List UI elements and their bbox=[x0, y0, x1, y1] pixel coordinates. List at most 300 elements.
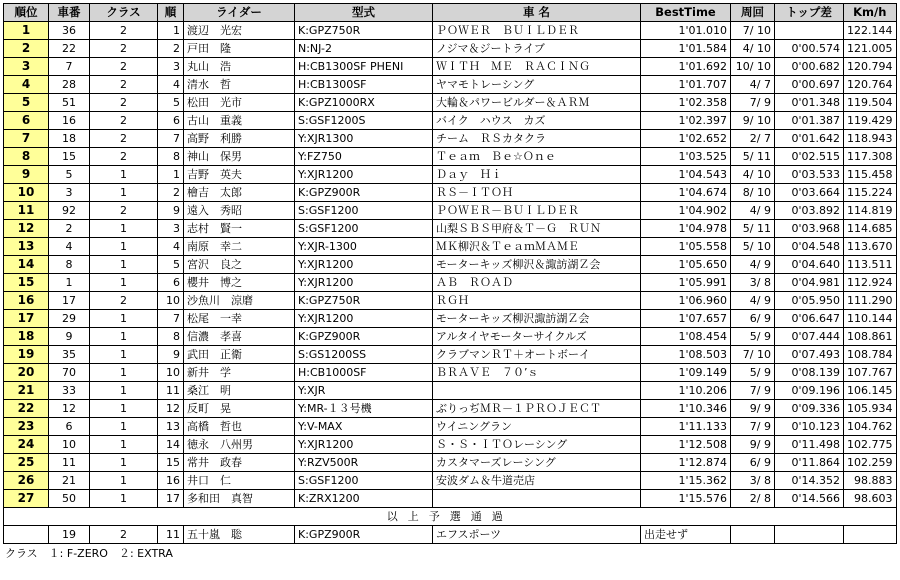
cell-position: 24 bbox=[4, 436, 49, 454]
cell-gap: 0'04.548 bbox=[775, 238, 844, 256]
cell-class: 1 bbox=[90, 364, 158, 382]
table-row bbox=[4, 292, 897, 310]
header-row bbox=[4, 4, 897, 22]
cell-car-number: 9 bbox=[49, 328, 90, 346]
cell-position: 17 bbox=[4, 310, 49, 328]
header-car-number: 車番 bbox=[49, 4, 90, 22]
table-row bbox=[4, 310, 897, 328]
qualified-banner-row bbox=[4, 508, 897, 526]
cell-gap: 0'01.642 bbox=[775, 130, 844, 148]
cell-class: 2 bbox=[90, 148, 158, 166]
cell-class-order: 10 bbox=[158, 364, 184, 382]
cell-speed: 114.685 bbox=[844, 220, 897, 238]
cell-position: 3 bbox=[4, 58, 49, 76]
cell-rider: 吉野 英夫 bbox=[184, 166, 295, 184]
table-row bbox=[4, 364, 897, 382]
cell-class-order: 2 bbox=[158, 40, 184, 58]
table-row bbox=[4, 256, 897, 274]
cell-speed: 111.290 bbox=[844, 292, 897, 310]
cell-class: 2 bbox=[90, 40, 158, 58]
cell-lap: 2/ 8 bbox=[731, 490, 775, 508]
cell-best-time: 1'01.010 bbox=[641, 22, 731, 40]
cell-rider: 古山 重義 bbox=[184, 112, 295, 130]
cell-team: ＲＳ－ＩＴＯＨ bbox=[433, 184, 641, 202]
cell-lap: 4/ 10 bbox=[731, 40, 775, 58]
cell-class-order: 14 bbox=[158, 436, 184, 454]
table-row bbox=[4, 418, 897, 436]
cell-team: 安波ダム＆牛道売店 bbox=[433, 472, 641, 490]
cell-position: 6 bbox=[4, 112, 49, 130]
cell-team: ウイニングラン bbox=[433, 418, 641, 436]
cell-model: Y:MR-１３号機 bbox=[295, 400, 433, 418]
cell-team: ＰＯＷＥＲ－ＢＵＩＬＤＥＲ bbox=[433, 202, 641, 220]
table-row bbox=[4, 274, 897, 292]
cell-rider: 井口 仁 bbox=[184, 472, 295, 490]
cell-speed: 105.934 bbox=[844, 400, 897, 418]
cell-speed: 113.511 bbox=[844, 256, 897, 274]
cell-model: K:GPZ750R bbox=[295, 22, 433, 40]
cell-best-time: 1'07.657 bbox=[641, 310, 731, 328]
cell-gap: 0'03.892 bbox=[775, 202, 844, 220]
cell-team: モーターキッズ柳沢諏訪湖Ｚ会 bbox=[433, 310, 641, 328]
cell-team: チーム ＲＳカタクラ bbox=[433, 130, 641, 148]
cell-class: 1 bbox=[90, 256, 158, 274]
cell-speed: 110.144 bbox=[844, 310, 897, 328]
cell-best-time: 1'08.454 bbox=[641, 328, 731, 346]
cell-lap: 5/ 11 bbox=[731, 220, 775, 238]
cell-team: ＲＧＨ bbox=[433, 292, 641, 310]
cell-speed: 102.775 bbox=[844, 436, 897, 454]
cell-car-number: 21 bbox=[49, 472, 90, 490]
cell-class: 1 bbox=[90, 310, 158, 328]
cell-team: カスタマーズレーシング bbox=[433, 454, 641, 472]
cell-class: 1 bbox=[90, 472, 158, 490]
cell-speed: 98.603 bbox=[844, 490, 897, 508]
dns-position bbox=[4, 526, 49, 544]
cell-speed: 112.924 bbox=[844, 274, 897, 292]
cell-class-order: 8 bbox=[158, 148, 184, 166]
cell-class: 1 bbox=[90, 166, 158, 184]
table-row bbox=[4, 148, 897, 166]
cell-speed: 122.144 bbox=[844, 22, 897, 40]
cell-class: 1 bbox=[90, 436, 158, 454]
cell-class-order: 1 bbox=[158, 166, 184, 184]
cell-model: H:CB1000SF bbox=[295, 364, 433, 382]
cell-class-order: 6 bbox=[158, 112, 184, 130]
cell-class-order: 7 bbox=[158, 130, 184, 148]
cell-rider: 信濃 孝喜 bbox=[184, 328, 295, 346]
cell-rider: 反町 晃 bbox=[184, 400, 295, 418]
cell-gap: 0'11.864 bbox=[775, 454, 844, 472]
header-class-order: 順 bbox=[158, 4, 184, 22]
cell-position: 27 bbox=[4, 490, 49, 508]
cell-best-time: 1'08.503 bbox=[641, 346, 731, 364]
cell-best-time: 1'10.206 bbox=[641, 382, 731, 400]
cell-lap: 6/ 9 bbox=[731, 454, 775, 472]
cell-team: クラブマンＲＴ＋オートボーイ bbox=[433, 346, 641, 364]
cell-rider: 志村 賢一 bbox=[184, 220, 295, 238]
cell-gap: 0'00.682 bbox=[775, 58, 844, 76]
cell-model: S:GS1200SS bbox=[295, 346, 433, 364]
cell-model: Y:XJR1200 bbox=[295, 274, 433, 292]
cell-speed: 107.767 bbox=[844, 364, 897, 382]
cell-position: 7 bbox=[4, 130, 49, 148]
cell-lap: 8/ 10 bbox=[731, 184, 775, 202]
cell-model: Y:V-MAX bbox=[295, 418, 433, 436]
cell-class-order: 16 bbox=[158, 472, 184, 490]
cell-gap: 0'01.387 bbox=[775, 112, 844, 130]
cell-class: 2 bbox=[90, 22, 158, 40]
cell-position: 11 bbox=[4, 202, 49, 220]
cell-class: 1 bbox=[90, 490, 158, 508]
cell-team: ＢＲＡＶＥ ７０’ｓ bbox=[433, 364, 641, 382]
cell-class-order: 7 bbox=[158, 310, 184, 328]
dns-gap bbox=[775, 526, 844, 544]
cell-best-time: 1'05.650 bbox=[641, 256, 731, 274]
cell-rider: 沙魚川 涼磨 bbox=[184, 292, 295, 310]
cell-best-time: 1'04.674 bbox=[641, 184, 731, 202]
cell-team: ぶりっぢＭＲ－１ＰＲＯＪＥＣＴ bbox=[433, 400, 641, 418]
cell-best-time: 1'01.584 bbox=[641, 40, 731, 58]
cell-class-order: 10 bbox=[158, 292, 184, 310]
cell-class: 1 bbox=[90, 382, 158, 400]
table-row bbox=[4, 202, 897, 220]
cell-class: 1 bbox=[90, 328, 158, 346]
cell-class-order: 5 bbox=[158, 256, 184, 274]
cell-class-order: 4 bbox=[158, 238, 184, 256]
cell-model: Y:XJR1200 bbox=[295, 256, 433, 274]
qualified-banner: 以上予選通過 bbox=[4, 508, 897, 526]
cell-best-time: 1'03.525 bbox=[641, 148, 731, 166]
cell-car-number: 12 bbox=[49, 400, 90, 418]
cell-gap: 0'14.352 bbox=[775, 472, 844, 490]
dns-class-order: 11 bbox=[158, 526, 184, 544]
cell-speed: 115.224 bbox=[844, 184, 897, 202]
cell-class: 1 bbox=[90, 400, 158, 418]
cell-lap: 9/ 10 bbox=[731, 112, 775, 130]
cell-best-time: 1'11.133 bbox=[641, 418, 731, 436]
cell-rider: 丸山 浩 bbox=[184, 58, 295, 76]
cell-class-order: 6 bbox=[158, 274, 184, 292]
cell-position: 10 bbox=[4, 184, 49, 202]
cell-car-number: 11 bbox=[49, 454, 90, 472]
cell-best-time: 1'01.692 bbox=[641, 58, 731, 76]
table-row bbox=[4, 166, 897, 184]
cell-car-number: 33 bbox=[49, 382, 90, 400]
cell-class: 2 bbox=[90, 58, 158, 76]
cell-gap: 0'01.348 bbox=[775, 94, 844, 112]
cell-class-order: 15 bbox=[158, 454, 184, 472]
cell-best-time: 1'12.508 bbox=[641, 436, 731, 454]
table-row bbox=[4, 436, 897, 454]
cell-model: Y:XJR1200 bbox=[295, 310, 433, 328]
cell-gap: 0'04.981 bbox=[775, 274, 844, 292]
cell-gap: 0'00.574 bbox=[775, 40, 844, 58]
cell-best-time: 1'04.543 bbox=[641, 166, 731, 184]
cell-car-number: 8 bbox=[49, 256, 90, 274]
header-team: 車 名 bbox=[433, 4, 641, 22]
cell-rider: 松尾 一幸 bbox=[184, 310, 295, 328]
cell-lap: 5/ 9 bbox=[731, 364, 775, 382]
cell-lap: 4/ 9 bbox=[731, 292, 775, 310]
cell-car-number: 29 bbox=[49, 310, 90, 328]
cell-class-order: 13 bbox=[158, 418, 184, 436]
cell-gap: 0'05.950 bbox=[775, 292, 844, 310]
cell-rider: 多和田 真智 bbox=[184, 490, 295, 508]
cell-rider: 南原 幸二 bbox=[184, 238, 295, 256]
cell-car-number: 6 bbox=[49, 418, 90, 436]
cell-position: 25 bbox=[4, 454, 49, 472]
dns-team: エフスポーツ bbox=[433, 526, 641, 544]
cell-gap: 0'00.697 bbox=[775, 76, 844, 94]
cell-rider: 徳永 八州男 bbox=[184, 436, 295, 454]
table-row bbox=[4, 382, 897, 400]
cell-rider: 新井 学 bbox=[184, 364, 295, 382]
cell-position: 12 bbox=[4, 220, 49, 238]
cell-class: 1 bbox=[90, 184, 158, 202]
cell-class: 2 bbox=[90, 292, 158, 310]
cell-position: 20 bbox=[4, 364, 49, 382]
header-rider: ライダー bbox=[184, 4, 295, 22]
cell-position: 21 bbox=[4, 382, 49, 400]
cell-lap: 6/ 9 bbox=[731, 310, 775, 328]
cell-model: Y:XJR1200 bbox=[295, 166, 433, 184]
cell-car-number: 2 bbox=[49, 220, 90, 238]
cell-gap: 0'10.123 bbox=[775, 418, 844, 436]
cell-team: 山梨ＳＢＳ甲府＆Ｔ－Ｇ ＲＵＮ bbox=[433, 220, 641, 238]
cell-speed: 120.764 bbox=[844, 76, 897, 94]
cell-gap: 0'11.498 bbox=[775, 436, 844, 454]
cell-rider: 桑江 明 bbox=[184, 382, 295, 400]
cell-car-number: 35 bbox=[49, 346, 90, 364]
cell-position: 9 bbox=[4, 166, 49, 184]
cell-position: 5 bbox=[4, 94, 49, 112]
cell-gap: 0'08.139 bbox=[775, 364, 844, 382]
cell-speed: 106.145 bbox=[844, 382, 897, 400]
cell-speed: 117.308 bbox=[844, 148, 897, 166]
cell-position: 8 bbox=[4, 148, 49, 166]
cell-speed: 119.504 bbox=[844, 94, 897, 112]
cell-lap: 4/ 9 bbox=[731, 202, 775, 220]
cell-car-number: 1 bbox=[49, 274, 90, 292]
table-row bbox=[4, 220, 897, 238]
cell-model: H:CB1300SF PHENI bbox=[295, 58, 433, 76]
cell-speed: 108.861 bbox=[844, 328, 897, 346]
cell-model: Y:XJR1300 bbox=[295, 130, 433, 148]
cell-gap: 0'14.566 bbox=[775, 490, 844, 508]
cell-lap: 2/ 7 bbox=[731, 130, 775, 148]
cell-gap: 0'03.533 bbox=[775, 166, 844, 184]
cell-class: 1 bbox=[90, 238, 158, 256]
cell-team: ＰＯＷＥＲ ＢＵＩＬＤＥＲ bbox=[433, 22, 641, 40]
cell-position: 15 bbox=[4, 274, 49, 292]
cell-class: 2 bbox=[90, 94, 158, 112]
cell-rider: 神山 保男 bbox=[184, 148, 295, 166]
cell-lap: 7/ 10 bbox=[731, 346, 775, 364]
cell-car-number: 10 bbox=[49, 436, 90, 454]
cell-gap: 0'02.515 bbox=[775, 148, 844, 166]
cell-model: S:GSF1200S bbox=[295, 112, 433, 130]
cell-class: 1 bbox=[90, 274, 158, 292]
table-row bbox=[4, 130, 897, 148]
cell-team: ＭＫ柳沢＆ＴｅａｍＭＡＭＥ bbox=[433, 238, 641, 256]
cell-model: Y:RZV500R bbox=[295, 454, 433, 472]
cell-class: 2 bbox=[90, 130, 158, 148]
header-lap: 周回 bbox=[731, 4, 775, 22]
cell-best-time: 1'05.558 bbox=[641, 238, 731, 256]
cell-lap: 3/ 8 bbox=[731, 472, 775, 490]
cell-lap: 5/ 11 bbox=[731, 148, 775, 166]
cell-best-time: 1'02.652 bbox=[641, 130, 731, 148]
cell-rider: 高野 利勝 bbox=[184, 130, 295, 148]
cell-speed: 108.784 bbox=[844, 346, 897, 364]
cell-lap: 5/ 9 bbox=[731, 328, 775, 346]
header-model: 型式 bbox=[295, 4, 433, 22]
cell-model: K:GPZ1000RX bbox=[295, 94, 433, 112]
cell-best-time: 1'10.346 bbox=[641, 400, 731, 418]
dns-rider: 五十嵐 聡 bbox=[184, 526, 295, 544]
cell-team: ヤマモトレーシング bbox=[433, 76, 641, 94]
table-row bbox=[4, 328, 897, 346]
cell-lap: 9/ 9 bbox=[731, 436, 775, 454]
cell-car-number: 70 bbox=[49, 364, 90, 382]
cell-best-time: 1'05.991 bbox=[641, 274, 731, 292]
cell-car-number: 51 bbox=[49, 94, 90, 112]
cell-best-time: 1'01.707 bbox=[641, 76, 731, 94]
dns-status: 出走せず bbox=[641, 526, 731, 544]
cell-class: 2 bbox=[90, 202, 158, 220]
cell-model: K:ZRX1200 bbox=[295, 490, 433, 508]
cell-car-number: 7 bbox=[49, 58, 90, 76]
cell-model: K:GPZ900R bbox=[295, 184, 433, 202]
cell-lap: 7/ 9 bbox=[731, 94, 775, 112]
cell-position: 1 bbox=[4, 22, 49, 40]
cell-gap: 0'09.336 bbox=[775, 400, 844, 418]
table-row bbox=[4, 490, 897, 508]
cell-rider: 武田 正衛 bbox=[184, 346, 295, 364]
cell-speed: 115.458 bbox=[844, 166, 897, 184]
cell-gap: 0'03.664 bbox=[775, 184, 844, 202]
cell-position: 4 bbox=[4, 76, 49, 94]
cell-rider: 宮沢 良之 bbox=[184, 256, 295, 274]
cell-gap: 0'04.640 bbox=[775, 256, 844, 274]
table-row bbox=[4, 238, 897, 256]
table-row bbox=[4, 58, 897, 76]
did-not-start-row bbox=[4, 526, 897, 544]
table-row bbox=[4, 400, 897, 418]
cell-model: K:GPZ900R bbox=[295, 328, 433, 346]
cell-lap: 9/ 9 bbox=[731, 400, 775, 418]
cell-car-number: 3 bbox=[49, 184, 90, 202]
cell-car-number: 28 bbox=[49, 76, 90, 94]
cell-gap: 0'09.196 bbox=[775, 382, 844, 400]
cell-class-order: 12 bbox=[158, 400, 184, 418]
table-row bbox=[4, 346, 897, 364]
cell-class: 1 bbox=[90, 454, 158, 472]
cell-rider: 戸田 隆 bbox=[184, 40, 295, 58]
cell-rider: 松田 光市 bbox=[184, 94, 295, 112]
cell-model: S:GSF1200 bbox=[295, 472, 433, 490]
cell-speed: 114.819 bbox=[844, 202, 897, 220]
header-best-time: BestTime bbox=[641, 4, 731, 22]
header-gap: トップ差 bbox=[775, 4, 844, 22]
cell-model: S:GSF1200 bbox=[295, 202, 433, 220]
table-row bbox=[4, 112, 897, 130]
cell-best-time: 1'02.358 bbox=[641, 94, 731, 112]
cell-class: 1 bbox=[90, 418, 158, 436]
cell-car-number: 15 bbox=[49, 148, 90, 166]
cell-class-order: 2 bbox=[158, 184, 184, 202]
cell-position: 23 bbox=[4, 418, 49, 436]
cell-model: S:GSF1200 bbox=[295, 220, 433, 238]
table-row bbox=[4, 184, 897, 202]
cell-best-time: 1'04.902 bbox=[641, 202, 731, 220]
cell-car-number: 18 bbox=[49, 130, 90, 148]
cell-team: Ｔｅａｍ Ｂｅ☆Ｏｎｅ bbox=[433, 148, 641, 166]
table-row bbox=[4, 472, 897, 490]
cell-model: Y:XJR1200 bbox=[295, 436, 433, 454]
cell-position: 13 bbox=[4, 238, 49, 256]
table-row bbox=[4, 40, 897, 58]
cell-best-time: 1'04.978 bbox=[641, 220, 731, 238]
cell-lap: 4/ 9 bbox=[731, 256, 775, 274]
cell-class: 1 bbox=[90, 220, 158, 238]
cell-team: モーターキッズ柳沢＆諏訪湖Ｚ会 bbox=[433, 256, 641, 274]
cell-best-time: 1'02.397 bbox=[641, 112, 731, 130]
cell-class-order: 9 bbox=[158, 202, 184, 220]
cell-lap: 3/ 8 bbox=[731, 274, 775, 292]
dns-speed bbox=[844, 526, 897, 544]
cell-speed: 102.259 bbox=[844, 454, 897, 472]
cell-best-time: 1'06.960 bbox=[641, 292, 731, 310]
header-class: クラス bbox=[90, 4, 158, 22]
cell-class-order: 8 bbox=[158, 328, 184, 346]
cell-model: N:NJ-2 bbox=[295, 40, 433, 58]
cell-gap bbox=[775, 22, 844, 40]
cell-model: Y:FZ750 bbox=[295, 148, 433, 166]
cell-position: 26 bbox=[4, 472, 49, 490]
cell-team bbox=[433, 382, 641, 400]
cell-team: Ｓ・Ｓ・ＩＴＯレーシング bbox=[433, 436, 641, 454]
cell-lap: 7/ 10 bbox=[731, 22, 775, 40]
cell-best-time: 1'12.874 bbox=[641, 454, 731, 472]
cell-team: アルタイヤモーターサイクルズ bbox=[433, 328, 641, 346]
cell-position: 19 bbox=[4, 346, 49, 364]
cell-car-number: 36 bbox=[49, 22, 90, 40]
cell-model: K:GPZ750R bbox=[295, 292, 433, 310]
cell-best-time: 1'15.362 bbox=[641, 472, 731, 490]
dns-class: 2 bbox=[90, 526, 158, 544]
cell-car-number: 17 bbox=[49, 292, 90, 310]
cell-lap: 4/ 10 bbox=[731, 166, 775, 184]
cell-speed: 120.794 bbox=[844, 58, 897, 76]
header-position: 順位 bbox=[4, 4, 49, 22]
table-row bbox=[4, 76, 897, 94]
header-speed: Km/h bbox=[844, 4, 897, 22]
cell-rider: 高橋 哲也 bbox=[184, 418, 295, 436]
dns-model: K:GPZ900R bbox=[295, 526, 433, 544]
results-sheet bbox=[3, 3, 897, 561]
dns-car-number: 19 bbox=[49, 526, 90, 544]
cell-class-order: 3 bbox=[158, 220, 184, 238]
results-body bbox=[4, 22, 897, 508]
cell-class-order: 5 bbox=[158, 94, 184, 112]
cell-position: 18 bbox=[4, 328, 49, 346]
cell-position: 22 bbox=[4, 400, 49, 418]
cell-gap: 0'07.493 bbox=[775, 346, 844, 364]
cell-class-order: 4 bbox=[158, 76, 184, 94]
cell-position: 2 bbox=[4, 40, 49, 58]
